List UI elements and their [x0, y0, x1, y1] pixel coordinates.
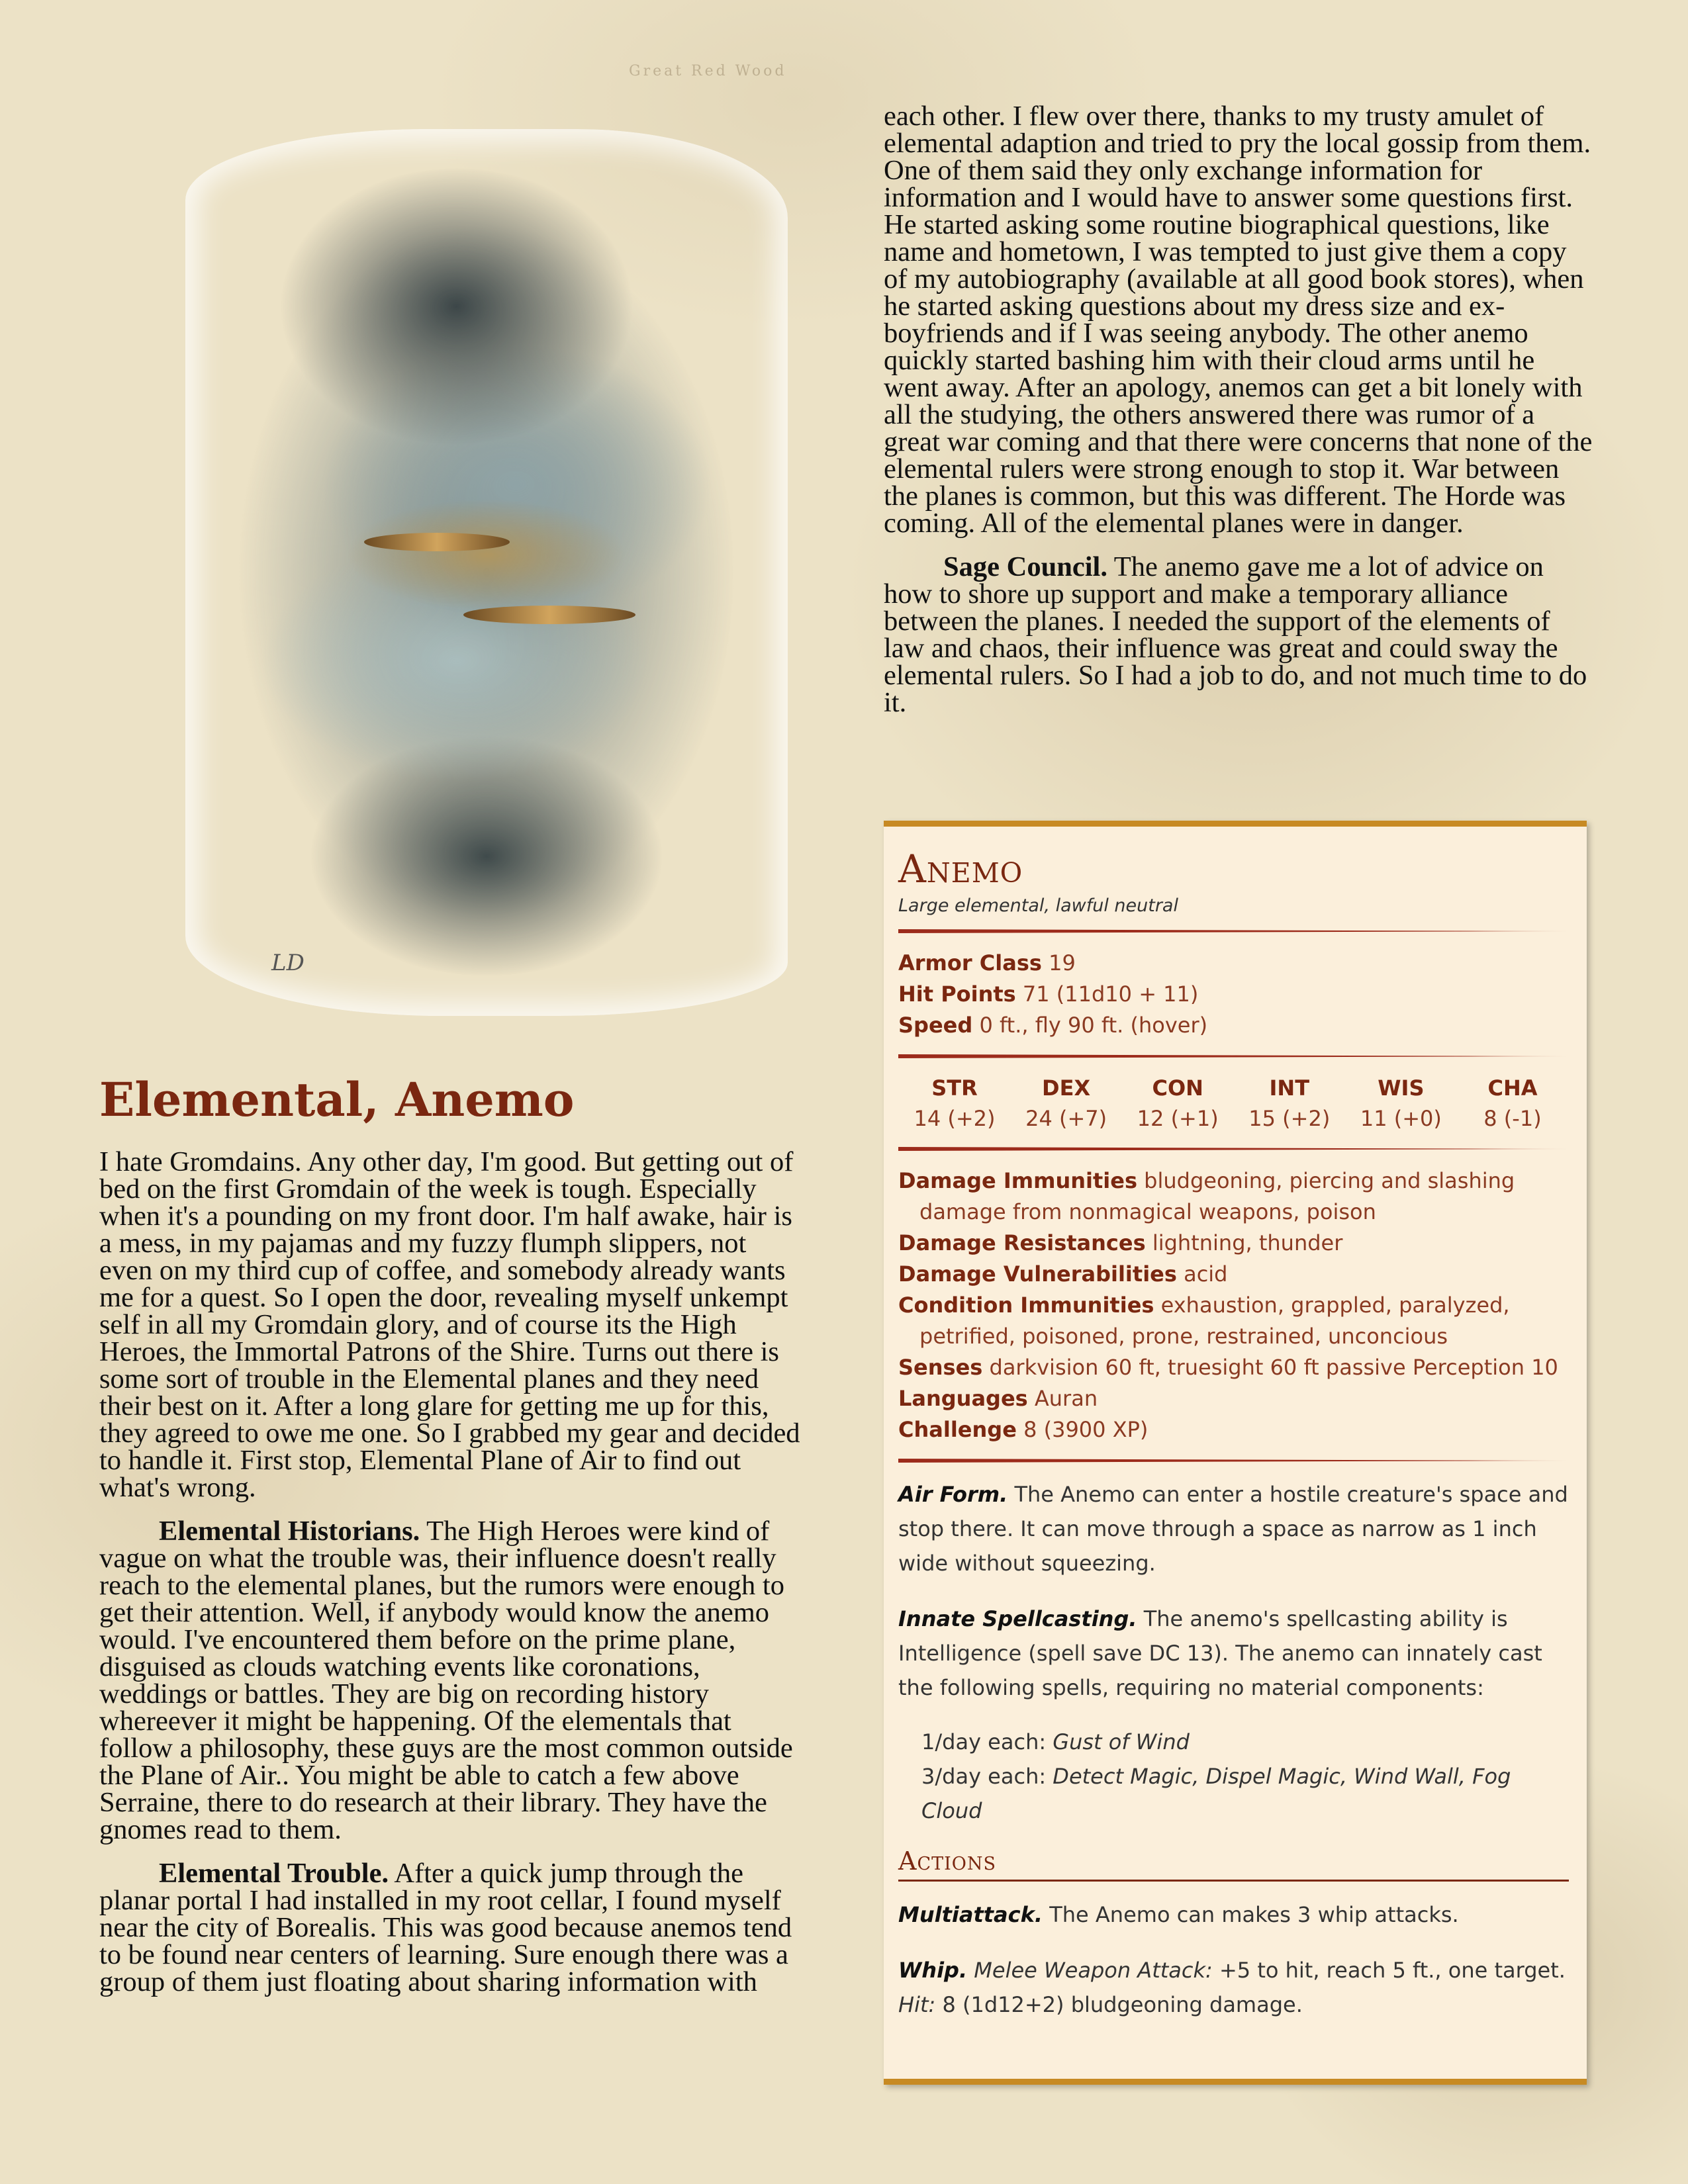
- stat-block: [884, 821, 1587, 2085]
- divider: [898, 1147, 1569, 1151]
- trait-innate-spellcasting: Innate Spellcasting. The anemo's spellcasting ability is Intelligence (spell save DC 13). The anemo can innately cast the following spells, requiring no material components:: [898, 1606, 1542, 1700]
- cloud-eye-right: [463, 606, 635, 624]
- monster-name: Anemo: [898, 846, 1023, 891]
- senses: Senses darkvision 60 ft, truesight 60 ft passive Perception 10: [898, 1355, 1558, 1380]
- ability-int: INT 15 (+2): [1248, 1075, 1331, 1131]
- map-watermark: Great Red Wood: [629, 63, 787, 79]
- actions-rule: [898, 1880, 1569, 1882]
- right-column: [884, 103, 1595, 733]
- ability-dex: DEX 24 (+7): [1025, 1075, 1107, 1131]
- spells-1-per-day: 1/day each: Gust of Wind: [921, 1729, 1190, 1754]
- continued-paragraph: each other. I flew over there, thanks to my trusty amulet of elemental adaption and tried to pry the local gossip from them. One of them said they only exchange information for information and I would have to answer some questions first. He started asking some routine biographical questions, like name and hometown, I was tempted to just give them a copy of my autobiography (available at all good book stores), when he started asking questions about my dress size and ex-boyfriends and if I was seeing anybody. The other anemo quickly started bashing him with their cloud arms until he went away. After an apology, anemos can get a bit lonely with all the studying, the others answered there was rumor of a great war coming and that there were concerns that none of the elemental rulers were strong enough to stop it. War between the planes is common, but this was different. The Horde was coming. All of the elemental planes were in danger.: [884, 101, 1593, 539]
- anemo-illustration: [185, 129, 788, 1016]
- damage-resistances: Damage Resistances lightning, thunder: [898, 1230, 1343, 1255]
- intro-paragraph: I hate Gromdains. Any other day, I'm good. But getting out of bed on the first Gromdain of the week is tough. Especially when it's a pounding on my front door. I'm half awake, hair is a mess, in my pajamas and my fuzzy flumph slippers, not even on my third cup of coffee, and somebody already wants me for a quest. So I open the door, revealing myself unkempt self in all my Gromdain glory, and of course its the High Heroes, the Immortal Patrons of the Shire. Turns out there is some sort of trouble in the Elemental planes and they need their best on it. After a long glare for getting me up for this, they agreed to owe me one. So I grabbed my gear and decided to handle it. First stop, Elemental Plane of Air to find out what's wrong.: [99, 1146, 800, 1503]
- damage-vulnerabilities: Damage Vulnerabilities acid: [898, 1261, 1228, 1287]
- paragraph-lead: Elemental Historians.: [159, 1516, 420, 1547]
- trait-air-form: Air Form. The Anemo can enter a hostile creature's space and stop there. It can move through a space as narrow as 1 inch wide without squeezing.: [898, 1482, 1568, 1576]
- paragraph-lead: Sage Council.: [943, 551, 1107, 582]
- speed: Speed 0 ft., fly 90 ft. (hover): [898, 1013, 1208, 1038]
- trouble-paragraph: Elemental Trouble. After a quick jump through the planar portal I had installed in my root cellar, I found myself near the city of Borealis. This was good because anemos tend to be found near centers of learning. Sure enough there was a group of them just floating about sharing information with: [99, 1858, 792, 1997]
- spells-3-per-day: 3/day each: Detect Magic, Dispel Magic, Wind Wall, Fog Cloud: [921, 1764, 1511, 1823]
- divider: [898, 1054, 1569, 1058]
- ability-wis: WIS 11 (+0): [1360, 1075, 1442, 1131]
- damage-immunities: Damage Immunities bludgeoning, piercing and slashing damage from nonmagical weapons, poison: [898, 1168, 1515, 1224]
- monster-type: Large elemental, lawful neutral: [898, 895, 1178, 916]
- ability-cha: CHA 8 (-1): [1483, 1075, 1542, 1131]
- divider: [898, 1459, 1569, 1463]
- paragraph-lead: Elemental Trouble.: [159, 1858, 389, 1889]
- ability-con: CON 12 (+1): [1137, 1075, 1219, 1131]
- condition-immunities: Condition Immunities exhaustion, grappled, paralyzed, petrified, poisoned, prone, restrained, unconcious: [898, 1293, 1510, 1349]
- sage-council-paragraph: Sage Council. The anemo gave me a lot of advice on how to shore up support and make a temporary alliance between the planes. I needed the support of the elements of law and chaos, their influence was great and could sway the elemental rulers. So I had a job to do, and not much time to do it.: [884, 551, 1587, 718]
- historians-paragraph: Elemental Historians. The High Heroes were kind of vague on what the trouble was, their influence doesn't really reach to the elemental planes, but the rumors were enough to get their attention. Well, if anybody would know the anemo would. I've encountered them before on the prime plane, disguised as clouds watching events like coronations, weddings or battles. They are big on recording history whereever it might be happening. Of the elementals that follow a philosophy, these guys are the most common outside the Plane of Air.. You might be able to catch a few above Serraine, there to do research at their library. They have the gnomes read to them.: [99, 1516, 793, 1845]
- page-title: Elemental, Anemo: [99, 1072, 575, 1127]
- artist-signature: LD: [271, 950, 305, 976]
- ability-scores: [898, 1073, 1569, 1134]
- action-multiattack: Multiattack. The Anemo can makes 3 whip attacks.: [898, 1902, 1459, 1927]
- actions-heading: Actions: [898, 1846, 997, 1876]
- cloud-eye-left: [364, 533, 510, 551]
- left-column: [99, 1148, 801, 2012]
- armor-class: Armor Class 19: [898, 950, 1076, 976]
- hit-points: Hit Points 71 (11d10 + 11): [898, 981, 1199, 1007]
- ability-str: STR 14 (+2): [914, 1075, 996, 1131]
- challenge: Challenge 8 (3900 XP): [898, 1417, 1149, 1442]
- action-whip: Whip. Melee Weapon Attack: +5 to hit, reach 5 ft., one target. Hit: 8 (1d12+2) bludgeoning damage.: [898, 1958, 1566, 2017]
- divider: [898, 929, 1569, 933]
- languages: Languages Auran: [898, 1386, 1098, 1411]
- spell-list: [898, 1725, 1569, 1828]
